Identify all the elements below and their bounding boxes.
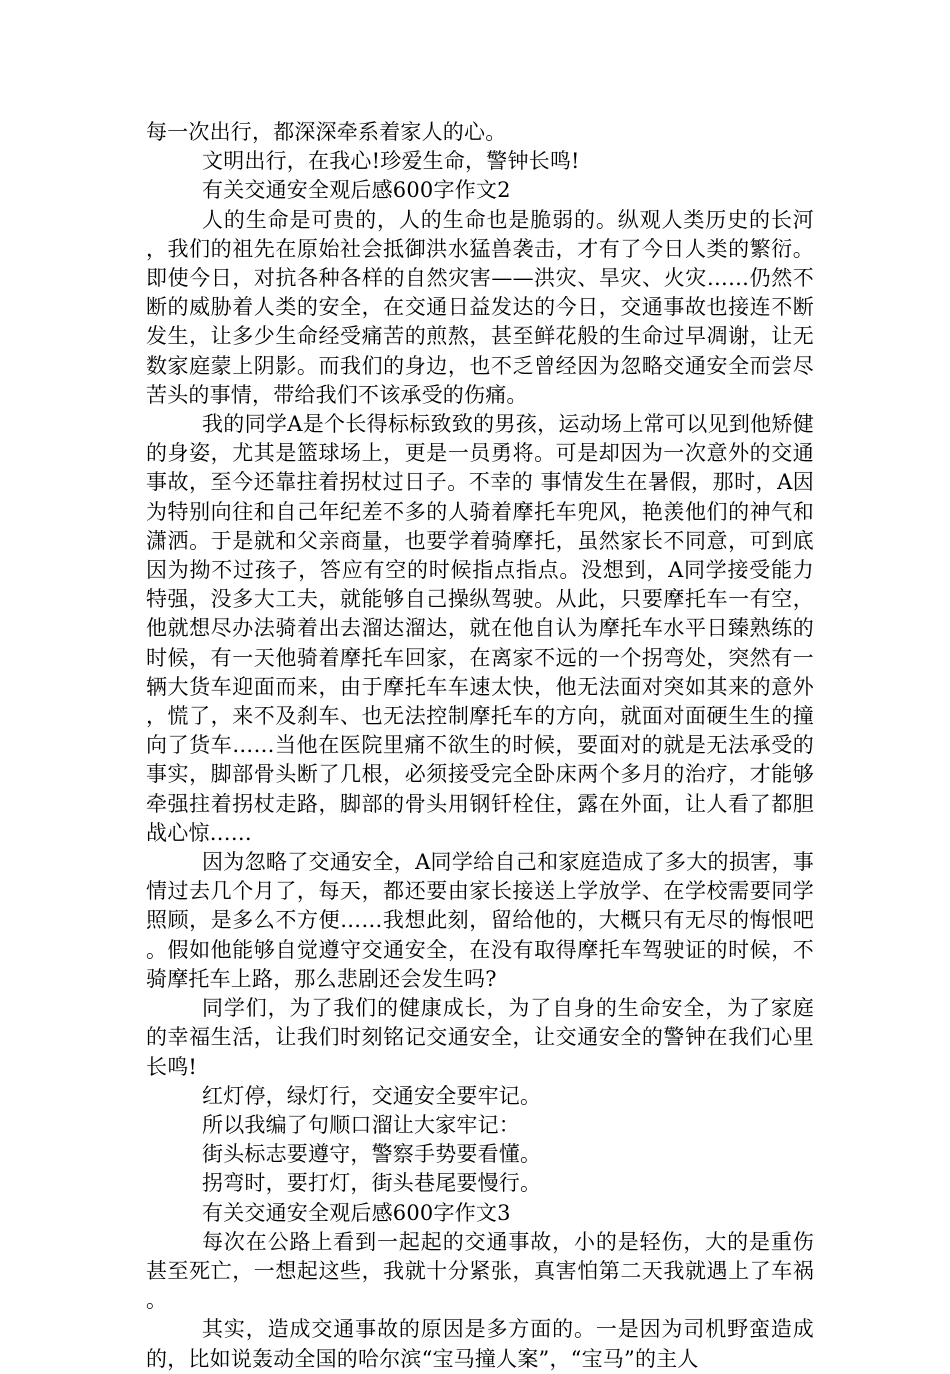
paragraph-traffic-light: 红灯停，绿灯行，交通安全要牢记。 [202,1083,542,1108]
essay-2-title: 有关交通安全观后感600字作文2 [202,178,511,203]
paragraph-rhyme-line-1: 街头标志要遵守，警察手势要看懂。 [202,1142,542,1167]
paragraph-consequences: 因为忽略了交通安全，A同学给自己和家庭造成了多大的损害，事情过去几个月了，每天，都还要由家长接送上学放学、在学校需要同学照顾，是多么不方便……我想此刻，留给他的，大概只有无尽的悔恨吧。假如他能够自觉遵守交通安全，在没有取得摩托车驾驶证的时候，不骑摩托车上路，那么悲剧还会发生吗? [146,850,814,991]
essay-body [146,118,814,1374]
paragraph-classmate-story: 我的同学A是个长得标标致致的男孩，运动场上常可以见到他矫健的身姿，尤其是篮球场上，更是一员勇将。可是却因为一次意外的交通事故，至今还靠拄着拐杖过日子。不幸的 事情发生在暑假，那时，A因为特别向往和自己年纪差不多的人骑着摩托车兜风，艳羡他们的神气和潇洒。于是就和父亲商量，也要学着骑摩托，虽然家长不同意，可到底因为拗不过孩子，答应有空的时候指点指点。没想到，A同学接受能力特强，没多大工夫，就能够自己操纵驾驶。从此，只要摩托车一有空，他就想尽办法骑着出去溜达溜达，就在他自认为摩托车水平日臻熟练的时候，有一天他骑着摩托车回家，在离家不远的一个拐弯处，突然有一辆大货车迎面而来，由于摩托车车速太快，他无法面对突如其来的意外，慌了，来不及刹车、也无法控制摩托车的方向，就面对面硬生生的撞向了货车……当他在医院里痛不欲生的时候，要面对的就是无法承受的事实，脚部骨头断了几根，必须接受完全卧床两个多月的治疗，才能够牵强拄着拐杖走路，脚部的骨头用钢钎栓住，露在外面，让人看了都胆战心惊…… [146,412,814,845]
paragraph-rhyme-line-2: 拐弯时，要打灯，街头巷尾要慢行。 [202,1171,542,1196]
paragraph-rhyme-intro: 所以我编了句顺口溜让大家牢记： [202,1112,520,1137]
paragraph-closing-line: 每一次出行，都深深牵系着家人的心。 [146,120,507,144]
essay-3-title: 有关交通安全观后感600字作文3 [202,1200,511,1225]
paragraph-appeal: 同学们，为了我们的健康成长，为了自身的生命安全，为了家庭的幸福生活，让我们时刻铭记交通安全，让交通安全的警钟在我们心里长鸣! [146,996,814,1079]
paragraph-slogan: 文明出行，在我心!珍爱生命，警钟长鸣! [202,149,580,174]
paragraph-accidents-fear: 每次在公路上看到一起起的交通事故，小的是轻伤，大的是重伤甚至死亡，一想起这些，我就十分紧张，真害怕第二天我就遇上了车祸。 [146,1229,814,1313]
paragraph-life-value: 人的生命是可贵的，人的生命也是脆弱的。纵观人类历史的长河，我们的祖先在原始社会抵御洪水猛兽袭击，才有了今日人类的繁衍。即使今日，对抗各种各样的自然灾害——洪灾、旱灾、火灾……仍然不断的威胁着人类的安全，在交通日益发达的今日，交通事故也接连不断发生，让多少生命经受痛苦的煎熬，甚至鲜花般的生命过早凋谢，让无数家庭蒙上阴影。而我们的身边，也不乏曾经因为忽略交通安全而尝尽苦头的事情，带给我们不该承受的伤痛。 [146,207,814,407]
paragraph-accident-causes: 其实，造成交通事故的原因是多方面的。一是因为司机野蛮造成的，比如说轰动全国的哈尔滨“宝马撞人案”，“宝马”的主人 [146,1317,814,1371]
